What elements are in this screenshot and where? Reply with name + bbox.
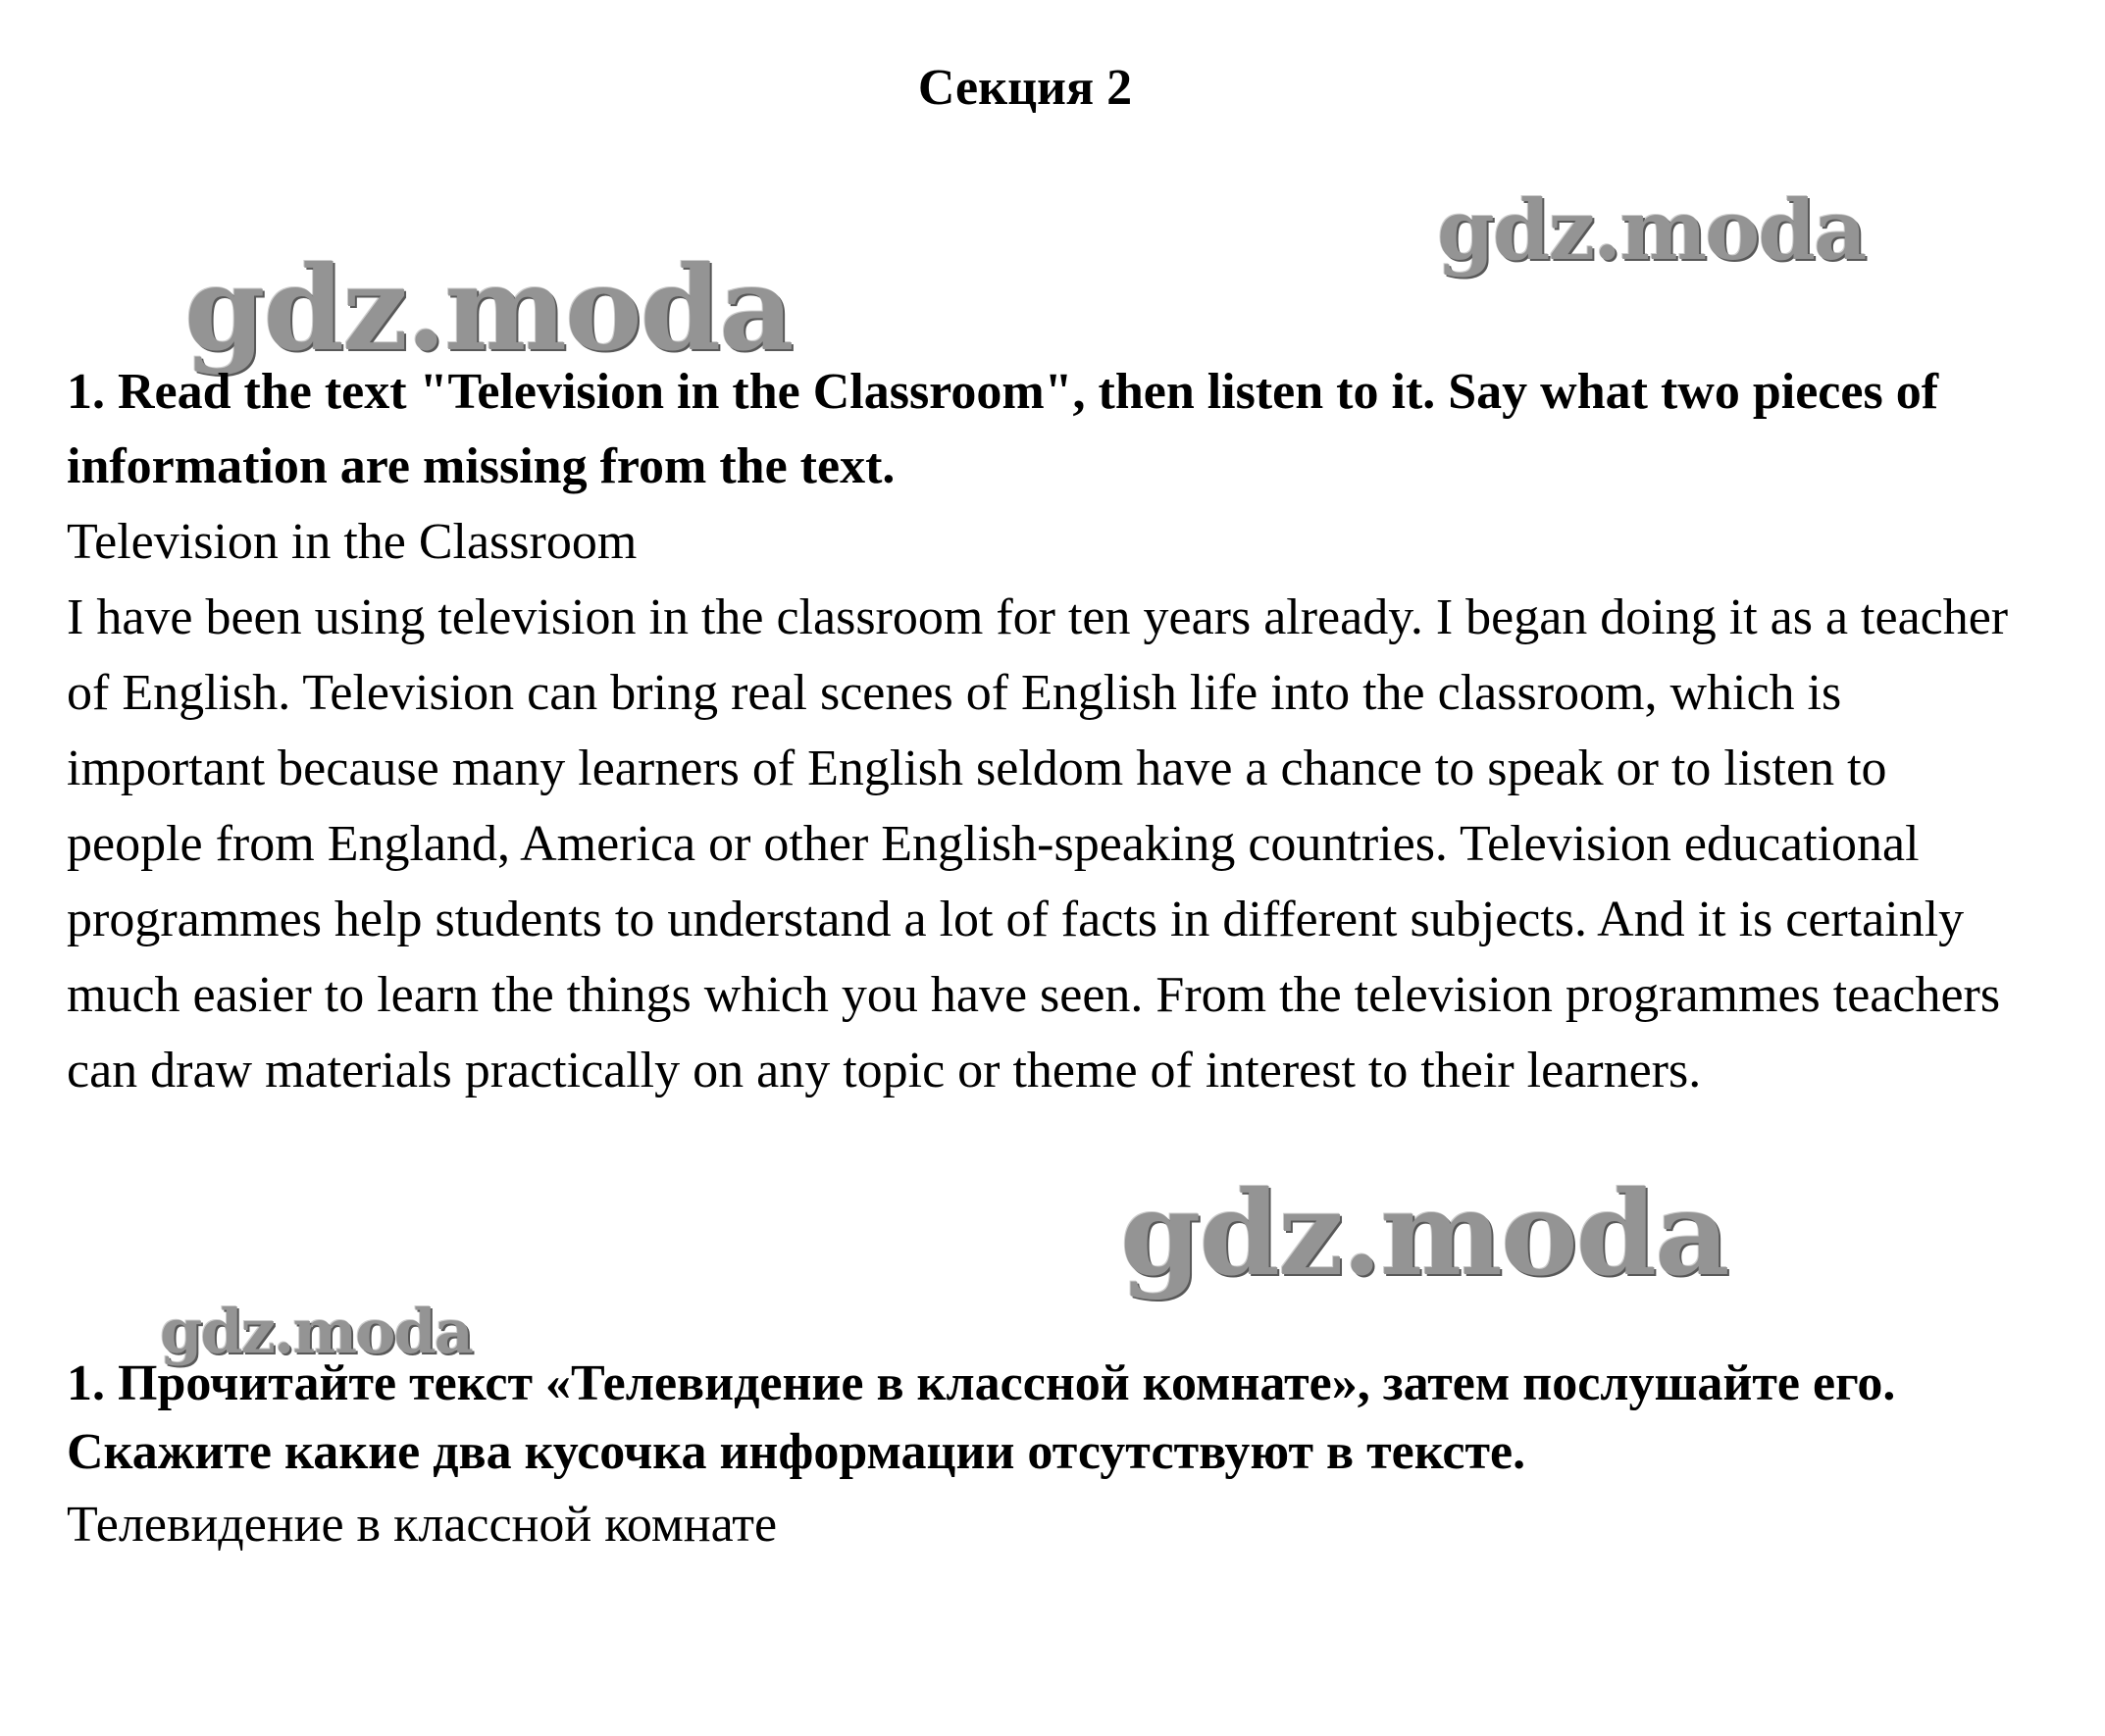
russian-text-title: Телевидение в классной комнате — [67, 1497, 778, 1553]
english-text-title: Television in the Classroom — [67, 514, 638, 570]
watermark-logo: gdz.moda — [184, 240, 793, 377]
watermark-logo: gdz.moda — [1437, 181, 1866, 279]
russian-task-heading: 1. Прочитайте текст «Телевидение в классной комнате», затем послушайте его. Скажите какие два кусочка информации отсутствуют в тексте. — [67, 1355, 1896, 1480]
russian-section — [67, 1350, 2009, 1562]
english-paragraph: I have been using television in the classroom for ten years already. I began doing it as a teacher of English. Television can bring real scenes of English life into the classroom, which is important because many learners of English seldom have a chance to speak or to listen to people from England, America or other English-speaking countries. Television educational programmes help students to understand a lot of facts in different subjects. And it is certainly much easier to learn the things which you have seen. From the television programmes teachers can draw materials practically on any topic or theme of interest to their learners. — [67, 589, 2009, 1098]
watermark-logo: gdz.moda — [160, 1296, 472, 1367]
english-section — [67, 355, 2009, 1108]
section-title: Секция 2 — [917, 60, 1133, 116]
watermark-logo: gdz.moda — [1120, 1165, 1728, 1302]
english-task-heading: 1. Read the text "Television in the Classroom", then listen to it. Say what two pieces of information are missing from the text. — [67, 364, 1939, 494]
